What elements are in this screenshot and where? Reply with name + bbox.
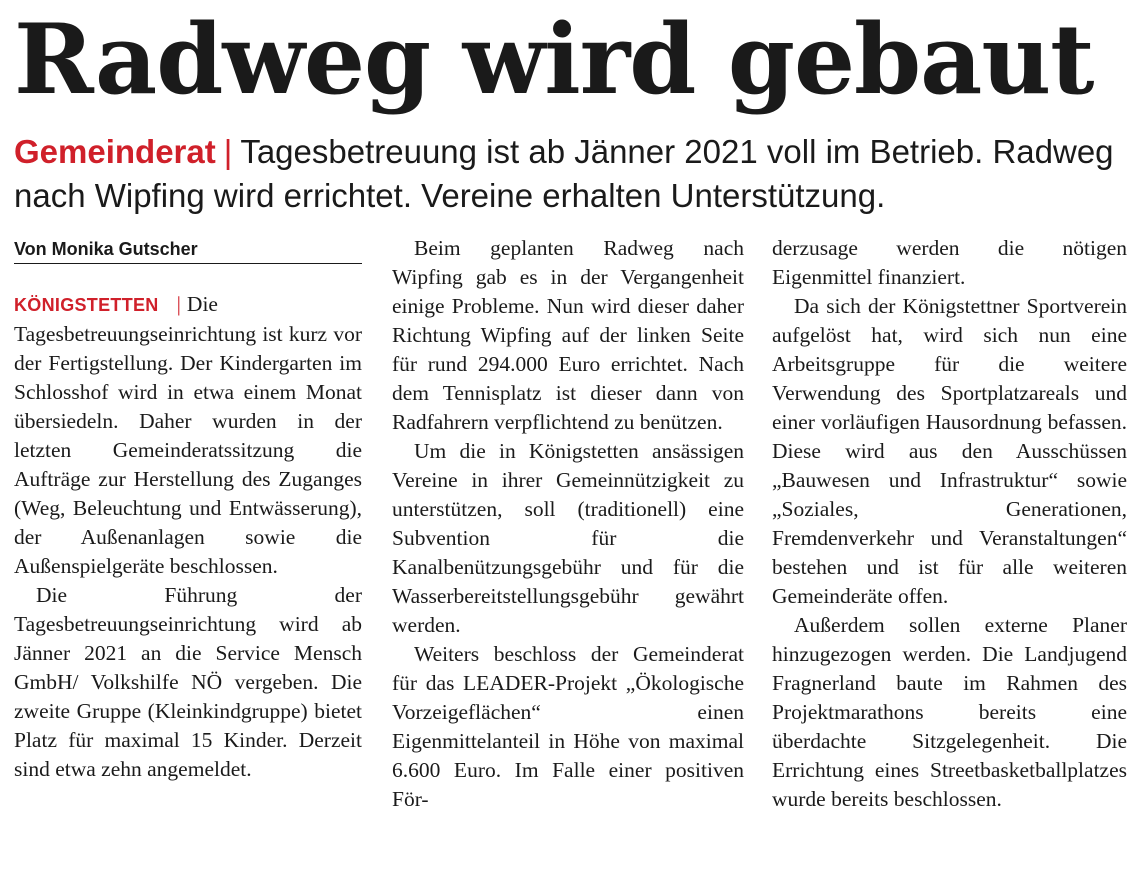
- paragraph: Weiters beschloss der Gemeinderat für das LEADER-Projekt „Ökologische Vorzeigeflächen“ einen Eigenmittelanteil in Höhe von maximal 6.600 Euro. Im Falle einer positiven För-: [392, 642, 744, 811]
- subhead-text: Tagesbetreuung ist ab Jänner 2021 voll im Betrieb. Radweg nach Wipfing wird errichtet. Vereine erhalten Unterstützung.: [14, 133, 1114, 214]
- subheadline: [14, 130, 1129, 218]
- paragraph: Um die in Königstetten ansässigen Vereine in ihrer Gemeinnützigkeit zu unterstützen, soll (traditionell) eine Subvention für die Kanalbenützungsgebühr und für die Wasserbereitstellungsgebühr gewährt werden.: [392, 439, 744, 637]
- subhead-separator: |: [223, 133, 233, 170]
- article-column-2: [392, 234, 744, 814]
- paragraph: Die Führung der Tagesbetreuungseinrichtung wird ab Jänner 2021 an die Service Mensch GmbH/ Volkshilfe NÖ vergeben. Die zweite Gruppe (Kleinkindgruppe) bietet Platz für maximal 15 Kinder. Derzeit sind etwa zehn angemeldet.: [14, 583, 362, 781]
- article-column-1: [14, 290, 362, 784]
- byline: Von Monika Gutscher: [14, 236, 362, 264]
- article-column-3: [772, 234, 1127, 814]
- paragraph: derzusage werden die nötigen Eigenmittel finanziert.: [772, 236, 1127, 289]
- headline: Radweg wird gebaut: [14, 3, 1094, 116]
- paragraph: Da sich der Königstettner Sportverein aufgelöst hat, wird sich nun eine Arbeitsgruppe für die weitere Verwendung des Sportplatzareals und einer vorläufigen Hausordnung befassen. Diese wird aus den Ausschüssen „Bauwesen und Infrastruktur“ sowie „Soziales, Generationen, Fremdenverkehr und Veranstaltungen“ bestehen und ist für alle weiteren Gemeinderäte offen.: [772, 294, 1127, 608]
- dateline: KÖNIGSTETTEN: [14, 295, 159, 315]
- subhead-kicker: Gemeinderat: [14, 133, 216, 170]
- paragraph: Außerdem sollen externe Planer hinzugezogen werden. Die Landjugend Fragnerland baute im Rahmen des Projektmarathons bereits eine überdachte Sitzgelegenheit. Die Errichtung eines Streetbasketballplatzes wurde bereits beschlossen.: [772, 613, 1127, 811]
- paragraph: Beim geplanten Radweg nach Wipfing gab es in der Vergangenheit einige Probleme. Nun wird dieser daher Richtung Wipfing auf der linken Seite für rund 294.000 Euro errichtet. Nach dem Tennisplatz ist dieser dann von Radfahrern verpflichtend zu benützen.: [392, 236, 744, 434]
- paragraph: [14, 290, 362, 581]
- dateline-separator: |: [176, 292, 181, 316]
- paragraph-text: Die Tagesbetreuungseinrichtung ist kurz vor der Fertigstellung. Der Kindergarten im Schlosshof wird in etwa einem Monat übersiedeln. Daher wurden in der letzten Gemeinderatssitzung die Aufträge zur Herstellung des Zuganges (Weg, Beleuchtung und Entwässerung), der Außenanlagen sowie die Außenspielgeräte beschlossen.: [14, 292, 362, 578]
